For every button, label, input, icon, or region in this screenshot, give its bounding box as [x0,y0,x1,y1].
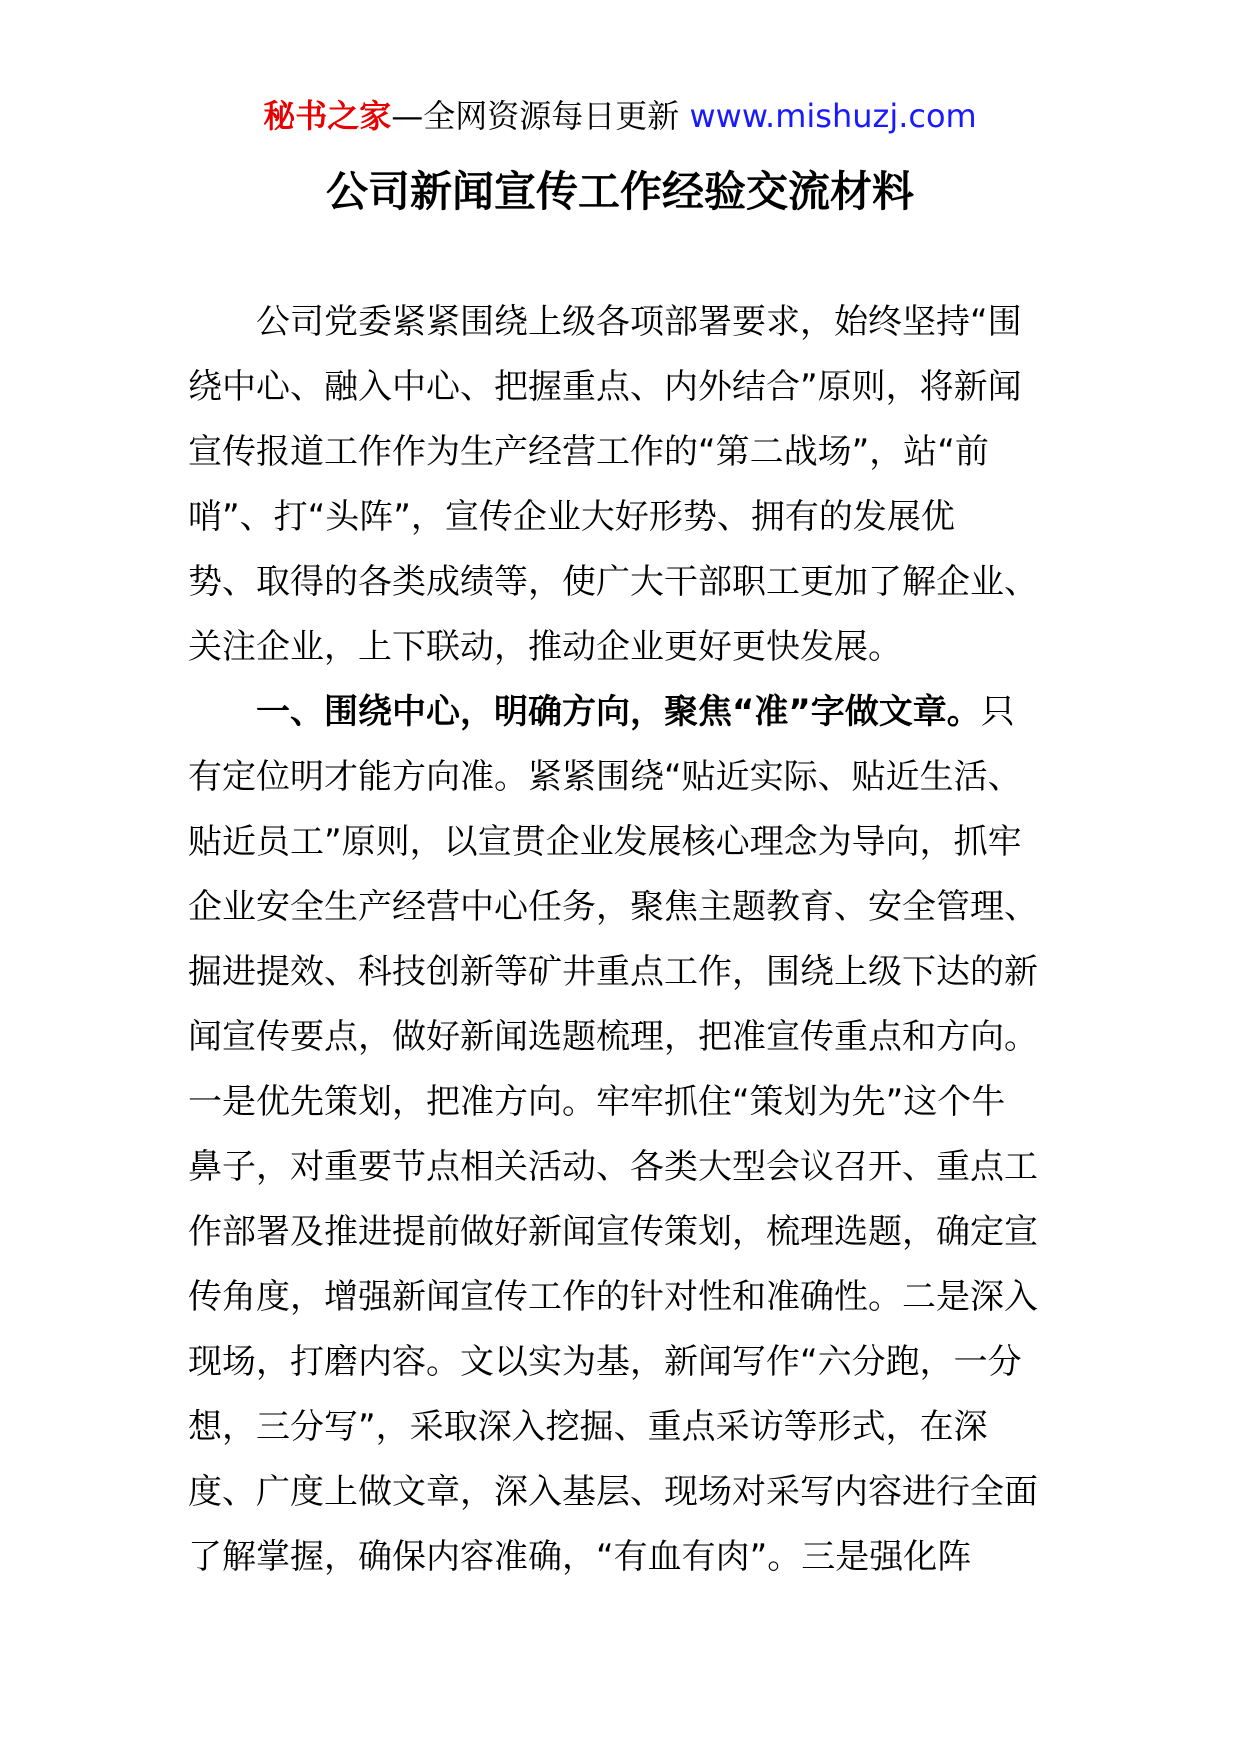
site-header [0,96,1240,136]
body-line: 传角度，增强新闻宣传工作的针对性和准确性。二是深入 [188,1277,1038,1317]
body-line-tail: 只 [980,692,1015,732]
body-line: 度、广度上做文章，深入基层、现场对采写内容进行全面 [188,1472,1038,1512]
section-heading-line [188,680,1054,745]
body-line: 了解掌握，确保内容准确，“有血有肉”。三是强化阵 [188,1537,972,1577]
body-line: 贴近员工”原则，以宣贯企业发展核心理念为导向，抓牢 [188,822,1022,862]
brand-name: 秘书之家 [263,97,392,135]
body-line: 闻宣传要点，做好新闻选题梳理，把准宣传重点和方向。 [188,1017,1038,1057]
section-heading: 一、围绕中心，明确方向，聚焦“准”字做文章。 [256,692,981,732]
body-line: 关注企业，上下联动，推动企业更好更快发展。 [188,627,902,667]
body-line: 有定位明才能方向准。紧紧围绕“贴近实际、贴近生活、 [188,757,1022,797]
body-line: 现场，打磨内容。文以实为基，新闻写作“六分跑，一分 [188,1342,1022,1382]
body-line: 鼻子，对重要节点相关活动、各类大型会议召开、重点工 [188,1147,1038,1187]
header-tagline: —全网资源每日更新 [391,97,690,135]
document-title: 公司新闻宣传工作经验交流材料 [325,167,914,216]
body-line: 想，三分写”，采取深入挖掘、重点采访等形式，在深 [188,1407,988,1447]
body-line: 掘进提效、科技创新等矿井重点工作，围绕上级下达的新 [188,952,1038,992]
body-line: 势、取得的各类成绩等，使广大干部职工更加了解企业、 [188,562,1038,602]
document-body [188,290,1054,1590]
site-url-link[interactable]: www.mishuzj.com [689,97,977,135]
body-line: 宣传报道工作作为生产经营工作的“第二战场”，站“前 [188,432,989,472]
body-line: 一是优先策划，把准方向。牢牢抓住“策划为先”这个牛 [188,1082,1006,1122]
body-line: 哨”、打“头阵”，宣传企业大好形势、拥有的发展优 [188,497,955,537]
body-line: 公司党委紧紧围绕上级各项部署要求，始终坚持“围 [256,302,1022,342]
body-line: 企业安全生产经营中心任务，聚焦主题教育、安全管理、 [188,887,1038,927]
body-line: 作部署及推进提前做好新闻宣传策划，梳理选题，确定宣 [188,1212,1038,1252]
body-line: 绕中心、融入中心、把握重点、内外结合”原则，将新闻 [188,367,1022,407]
